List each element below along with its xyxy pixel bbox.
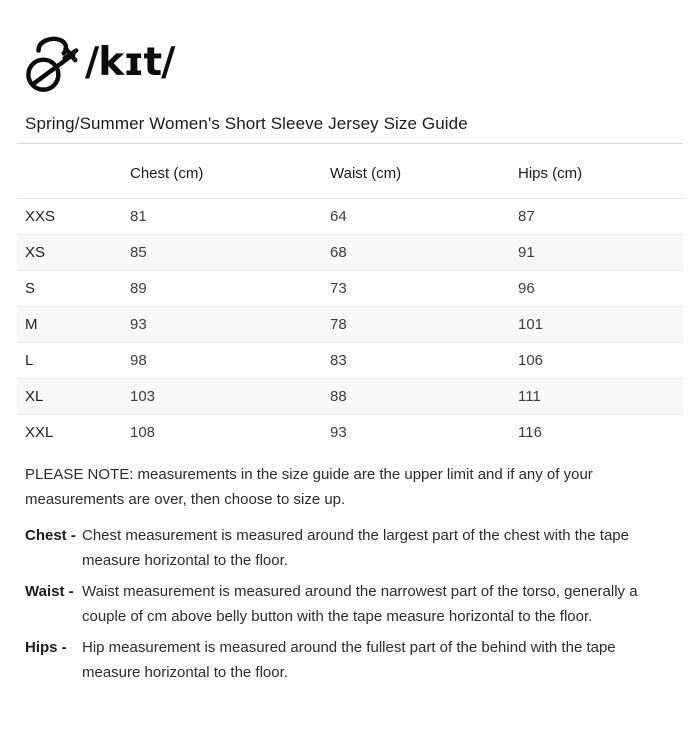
size-table-container [17,143,683,451]
table-row [17,379,683,415]
waist-cell: 88 [330,388,347,405]
hips-cell: 101 [518,316,544,333]
definition-chest-label: Chest - [25,526,76,544]
size-cell: XS [25,244,46,261]
table-row [17,271,683,307]
page-title: Spring/Summer Women's Short Sleeve Jersey Size Guide [25,114,468,133]
table-header-row [17,144,683,199]
definition-waist-text: Waist measurement is measured around the narrowest part of the torso, generally a couple of cm above belly button with the tape measure horizontal to the floor. [82,582,638,625]
col-header-hips: Hips (cm) [518,165,583,182]
chest-cell: 93 [130,316,147,333]
definition-hips [25,635,675,685]
waist-cell: 64 [330,208,347,225]
size-cell: XL [25,388,44,405]
table-row [17,199,683,235]
definition-hips-text: Hip measurement is measured around the fullest part of the behind with the tape measure horizontal to the floor. [82,638,616,681]
size-cell: XXL [25,424,54,442]
waist-cell: 93 [330,424,347,442]
hips-cell: 91 [518,244,535,261]
table-row [17,343,683,379]
brand-logo [25,35,675,95]
table-row [17,235,683,271]
chest-cell: 85 [130,244,147,261]
chest-cell: 98 [130,352,147,369]
waist-cell: 73 [330,280,347,297]
size-cell: XXS [25,208,56,225]
col-header-chest: Chest (cm) [130,165,204,182]
waist-cell: 78 [330,316,347,333]
table-row [17,415,683,451]
size-guide-page [0,35,700,685]
chest-cell: 103 [130,388,156,405]
size-cell: M [25,316,38,333]
chest-cell: 108 [130,424,156,442]
definition-hips-label: Hips - [25,638,67,656]
definition-chest [25,523,675,573]
col-header-waist: Waist (cm) [330,165,402,182]
definition-waist [25,579,675,629]
waist-cell: 68 [330,244,347,261]
hips-cell: 106 [518,352,544,369]
hips-cell: 116 [518,424,542,442]
size-cell: L [25,352,34,369]
hips-cell: 111 [518,388,541,405]
please-note-text: PLEASE NOTE: measurements in the size guide are the upper limit and if any of your measurements are over, then choose to size up. [25,465,593,508]
brand-logo-text: /kɪt/ [85,39,175,85]
size-cell: S [25,280,36,297]
definition-waist-label: Waist - [25,582,74,600]
measurement-definitions [25,523,675,685]
cyclist-bicycle-icon [25,36,83,94]
definition-chest-text: Chest measurement is measured around the largest part of the chest with the tape measure horizontal to the floor. [82,526,629,569]
chest-cell: 81 [130,208,147,225]
size-table [17,143,683,451]
waist-cell: 83 [330,352,347,369]
hips-cell: 96 [518,280,535,297]
hips-cell: 87 [518,208,535,225]
table-row [17,307,683,343]
col-header-size [17,144,130,199]
chest-cell: 89 [130,280,147,297]
